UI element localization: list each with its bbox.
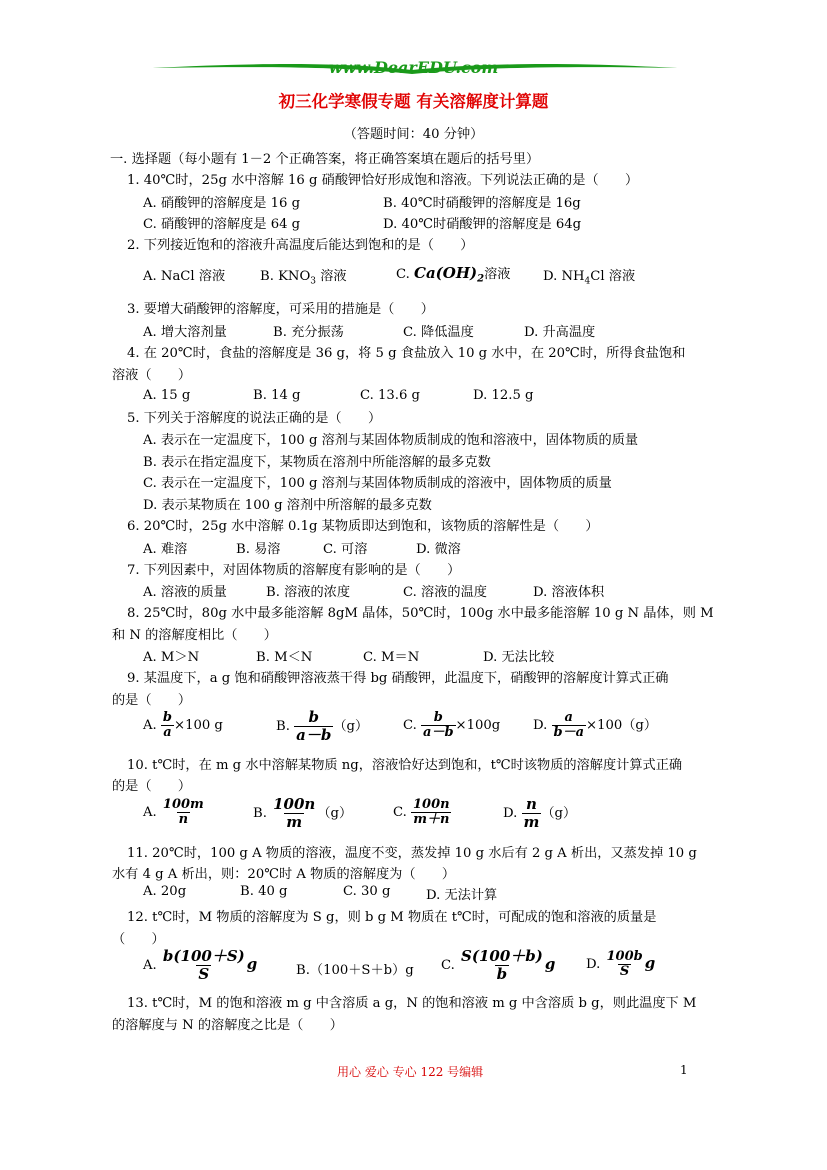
question-10-option-a [143, 798, 206, 827]
question-7-stem: 7. 下列因素中，对固体物质的溶解度有影响的是（ ） [127, 563, 461, 578]
question-8-stem-line-2: 和 N 的溶解度相比（ ） [112, 628, 277, 643]
question-10-stem-line-1: 10. t℃时，在 m g 水中溶解某物质 ng，溶液恰好达到饱和，t℃时该物质的溶解度计算式正确 [127, 758, 683, 773]
fraction-denominator: a－b [296, 726, 332, 744]
question-10-option-d-fraction [522, 796, 542, 831]
question-6-option-c: C. 可溶 [323, 542, 368, 557]
question-9-option-c-suffix: ×100g [455, 718, 501, 733]
question-6-option-a: A. 难溶 [143, 542, 188, 557]
question-2-stem: 2. 下列接近饱和的溶液升高温度后能达到饱和的是（ ） [127, 238, 474, 253]
fraction-numerator: 100n [413, 797, 450, 812]
question-4-option-c: C. 13.6 g [360, 388, 421, 403]
question-9-stem-line-1: 9. 某温度下，a g 饱和硝酸钾溶液蒸干得 bg 硝酸钾，此温度下，硝酸钾的溶解度计算式正确 [127, 671, 669, 686]
page-title: 初三化学寒假专题 有关溶解度计算题 [278, 92, 549, 111]
question-10-option-d-suffix: （g） [541, 806, 577, 821]
question-7-option-b: B. 溶液的浓度 [266, 585, 351, 600]
fraction-denominator: m [286, 813, 303, 831]
question-12-stem-line-1: 12. t℃时，M 物质的溶解度为 S g，则 b g M 物质在 t℃时，可配成的饱和溶液的质量是 [127, 910, 657, 925]
question-2-option-c [396, 263, 510, 285]
question-12-option-d-label: D. [586, 957, 601, 972]
question-1-option-d: D. 40℃时硝酸钾的溶解度是 64g [383, 217, 582, 232]
question-12-option-a-fraction [161, 948, 247, 983]
question-13-stem-line-1: 13. t℃时，M 的饱和溶液 m g 中含溶质 a g，N 的饱和溶液 m g 中含溶质 b g，则此温度下 M [127, 996, 697, 1011]
question-2-option-d-text: D. NH [543, 269, 585, 284]
question-12-option-d [586, 950, 655, 979]
question-10-option-b-suffix: （g） [317, 806, 353, 821]
question-12-option-a-suffix: g [246, 955, 258, 973]
question-12-option-b: B.（100＋S＋b）g [296, 963, 414, 978]
question-5-option-d: D. 表示某物质在 100 g 溶剂中所溶解的最多克数 [143, 498, 432, 513]
question-3-option-c: C. 降低温度 [403, 325, 474, 340]
question-9-option-b-label: B. [276, 719, 290, 734]
fraction-denominator: m＋n [413, 812, 450, 827]
question-2-option-b-sub: 3 [310, 276, 317, 287]
question-9-option-b-suffix: （g） [333, 719, 369, 734]
question-9-option-a-suffix: ×100 g [174, 718, 223, 733]
question-5-option-a: A. 表示在一定温度下，100 g 溶剂与某固体物质制成的饱和溶液中，固体物质的质量 [143, 433, 639, 448]
fraction-denominator: S [198, 965, 210, 983]
question-2-option-b [260, 265, 347, 287]
question-9-option-d-suffix: ×100（g） [586, 718, 658, 733]
question-4-option-a: A. 15 g [143, 388, 191, 403]
fraction-numerator: 100b [606, 949, 643, 964]
question-9-option-c-fraction [421, 711, 456, 740]
question-8-option-b: B. M＜N [256, 650, 313, 665]
question-2-option-d [543, 265, 635, 287]
fraction-numerator: 100n [273, 795, 316, 813]
question-9-option-d-label: D. [533, 718, 548, 733]
question-8-option-c: C. M＝N [363, 650, 420, 665]
question-9-option-c-label: C. [403, 718, 417, 733]
question-12-stem-line-2: （ ） [112, 932, 165, 947]
question-3-option-d: D. 升高温度 [524, 325, 596, 340]
fraction-denominator: m [523, 813, 540, 831]
fraction-denominator: b－a [553, 725, 585, 740]
question-6-option-b: B. 易溶 [236, 542, 281, 557]
question-1-option-c: C. 硝酸钾的溶解度是 64 g [143, 217, 301, 232]
question-10-option-b [253, 796, 352, 831]
question-3-option-b: B. 充分振荡 [273, 325, 344, 340]
question-11-stem-line-1: 11. 20℃时，100 g A 物质的溶液，温度不变，蒸发掉 10 g 水后有 2 g A 析出，又蒸发掉 10 g [127, 846, 697, 861]
fraction-denominator: n [178, 812, 189, 827]
fraction-denominator: b [496, 965, 508, 983]
section-heading: 一. 选择题（每小题有 1－2 个正确答案，将正确答案填在题后的括号里） [110, 152, 540, 167]
question-13-stem-line-2: 的溶解度与 N 的溶解度之比是（ ） [112, 1018, 343, 1033]
fraction-denominator: S [619, 964, 630, 979]
question-1-stem: 1. 40℃时，25g 水中溶解 16 g 硝酸钾恰好形成饱和溶液。下列说法正确的是（ ） [127, 173, 639, 188]
question-12-option-a-label: A. [143, 958, 157, 973]
fraction-numerator: S(100＋b) [461, 947, 543, 965]
question-11-option-c: C. 30 g [343, 884, 391, 899]
question-12-option-c [441, 948, 555, 983]
question-2-option-a: A. NaCl 溶液 [143, 269, 226, 284]
question-9-option-a-label: A. [143, 718, 157, 733]
question-4-stem-line-2: 溶液（ ） [112, 368, 192, 383]
question-11-option-d: D. 无法计算 [426, 888, 498, 903]
question-12-option-d-fraction [605, 950, 645, 979]
question-2-option-b-suffix: 溶液 [316, 269, 347, 284]
question-8-stem-line-1: 8. 25℃时，80g 水中最多能溶解 8gM 晶体，50℃时，100g 水中最多能溶解 10 g N 晶体，则 M [127, 606, 714, 621]
fraction-numerator: b [308, 708, 319, 726]
question-12-option-d-suffix: g [644, 954, 656, 972]
fraction-numerator: b(100＋S) [162, 947, 245, 965]
fraction-numerator: b [433, 710, 443, 725]
question-12-option-c-label: C. [441, 958, 455, 973]
question-2-option-d-suffix: Cl 溶液 [590, 269, 636, 284]
question-10-option-c [393, 798, 452, 827]
question-10-option-b-label: B. [253, 806, 267, 821]
question-9-option-a-fraction [161, 711, 174, 740]
question-9-option-d-fraction [552, 711, 587, 740]
question-8-option-d: D. 无法比较 [483, 650, 555, 665]
question-9-option-a [143, 711, 223, 740]
question-10-option-c-label: C. [393, 805, 407, 820]
question-9-option-c [403, 711, 500, 740]
question-10-option-a-fraction [161, 798, 206, 827]
question-9-option-b-fraction [294, 709, 333, 744]
question-1-option-a: A. 硝酸钾的溶解度是 16 g [143, 196, 301, 211]
question-10-option-d [503, 796, 576, 831]
question-6-stem: 6. 20℃时，25g 水中溶解 0.1g 某物质即达到饱和，该物质的溶解性是（ ） [127, 519, 599, 534]
question-3-stem: 3. 要增大硝酸钾的溶解度，可采用的措施是（ ） [127, 302, 434, 317]
question-5-stem: 5. 下列关于溶解度的说法正确的是（ ） [127, 411, 382, 426]
question-9-option-b [276, 709, 368, 744]
question-10-option-a-label: A. [143, 805, 157, 820]
question-10-option-c-fraction [411, 798, 452, 827]
page-subtitle: （答题时间：40 分钟） [343, 127, 484, 142]
question-11-stem-line-2: 水有 4 g A 析出，则：20℃时 A 物质的溶解度为（ ） [112, 867, 456, 882]
fraction-denominator: a－b [423, 725, 454, 740]
question-4-stem-line-1: 4. 在 20℃时，食盐的溶解度是 36 g，将 5 g 食盐放入 10 g 水中，在 20℃时，所得食盐饱和 [127, 346, 686, 361]
question-9-stem-line-2: 的是（ ） [112, 693, 192, 708]
question-7-option-d: D. 溶液体积 [533, 585, 605, 600]
question-12-option-c-suffix: g [544, 955, 556, 973]
question-11-option-a: A. 20g [143, 884, 187, 899]
question-6-option-d: D. 微溶 [416, 542, 461, 557]
question-2-option-c-label: C. [396, 267, 410, 282]
question-5-option-c: C. 表示在一定温度下，100 g 溶剂与某固体物质制成的溶液中，固体物质的质量 [143, 476, 612, 491]
question-10-stem-line-2: 的是（ ） [112, 779, 192, 794]
question-4-option-d: D. 12.5 g [473, 388, 534, 403]
footer-text: 用心 爱心 专心 122 号编辑 [337, 1065, 484, 1079]
question-11-option-b: B. 40 g [240, 884, 288, 899]
question-2-option-d-sub: 4 [584, 276, 591, 287]
question-4-option-b: B. 14 g [253, 388, 301, 403]
question-2-option-c-sub: 2 [477, 273, 485, 285]
question-3-option-a: A. 增大溶剂量 [143, 325, 227, 340]
fraction-numerator: a [564, 710, 573, 725]
question-2-option-c-formula: Ca(OH) [414, 264, 478, 282]
fraction-numerator: 100m [162, 797, 204, 812]
header-site-url: www.DearEDU.com [328, 58, 499, 77]
question-1-option-b: B. 40℃时硝酸钾的溶解度是 16g [383, 196, 581, 211]
question-7-option-c: C. 溶液的温度 [403, 585, 487, 600]
page-number: 1 [680, 1063, 688, 1077]
question-10-option-b-fraction [271, 796, 317, 831]
question-7-option-a: A. 溶液的质量 [143, 585, 227, 600]
fraction-denominator: a [163, 725, 172, 740]
question-8-option-a: A. M＞N [143, 650, 200, 665]
question-9-option-d [533, 711, 657, 740]
question-2-option-b-text: B. KNO [260, 269, 311, 284]
question-5-option-b: B. 表示在指定温度下，某物质在溶剂中所能溶解的最多克数 [143, 455, 491, 470]
question-10-option-d-label: D. [503, 806, 518, 821]
question-12-option-a [143, 948, 257, 983]
question-2-option-c-suffix: 溶液 [484, 267, 511, 282]
fraction-numerator: b [162, 710, 173, 725]
question-12-option-c-fraction [459, 948, 545, 983]
fraction-numerator: n [525, 795, 537, 813]
